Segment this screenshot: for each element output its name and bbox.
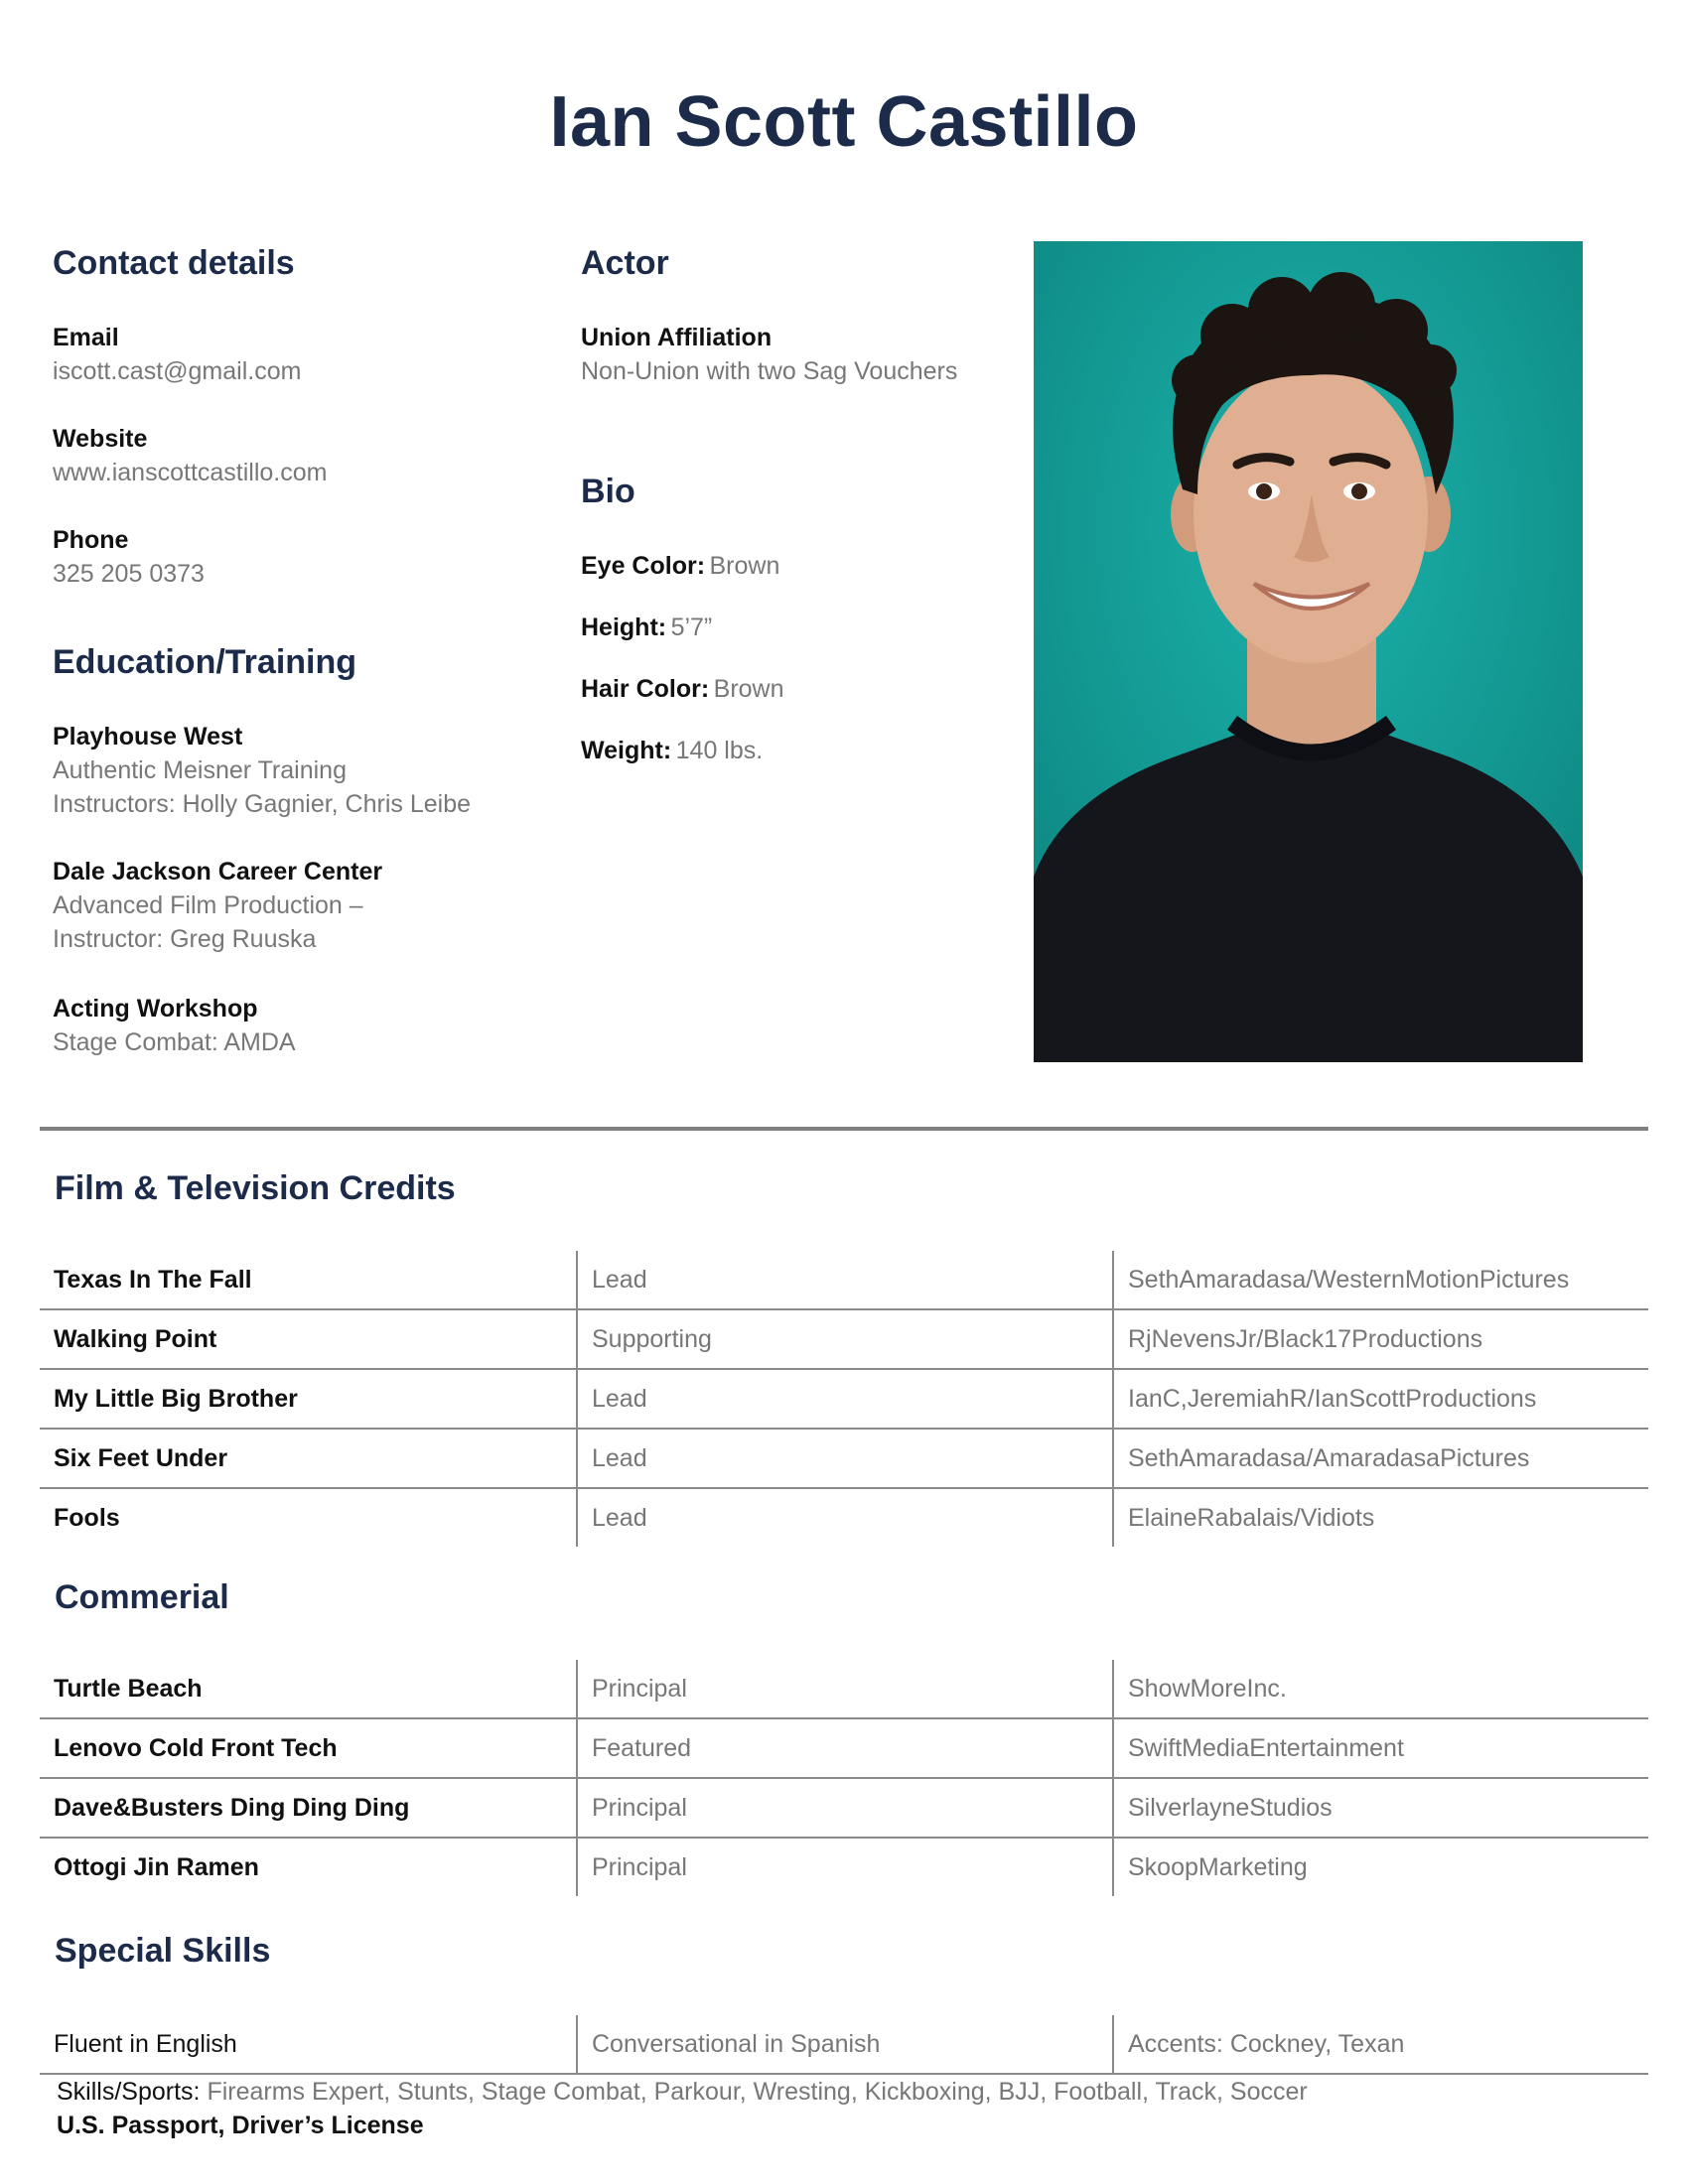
bio-heading: Bio [581, 473, 635, 510]
commercial-credits-table [40, 1660, 1648, 1896]
credit-role: Featured [576, 1719, 1112, 1777]
credit-title: Dave&Busters Ding Ding Ding [54, 1793, 410, 1822]
email-value[interactable]: iscott.cast@gmail.com [53, 357, 302, 385]
contact-heading: Contact details [53, 244, 295, 282]
education-item-line: Advanced Film Production – [53, 891, 363, 919]
table-row [40, 1660, 1648, 1719]
section-divider [40, 1127, 1648, 1131]
weight-value: 140 lbs. [675, 737, 764, 764]
table-row [40, 1430, 1648, 1489]
website-label: Website [53, 425, 148, 453]
credit-company: SethAmaradasa/AmaradasaPictures [1112, 1430, 1648, 1487]
credit-company: SkoopMarketing [1112, 1839, 1648, 1896]
left-column [53, 241, 549, 1059]
credit-company: SwiftMediaEntertainment [1112, 1719, 1648, 1777]
actor-heading: Actor [581, 244, 669, 282]
eye-color-value: Brown [709, 552, 780, 580]
commercial-heading: Commerial [55, 1578, 229, 1616]
credit-title: Turtle Beach [54, 1674, 203, 1703]
credit-role: Lead [576, 1489, 1112, 1547]
credit-title: Walking Point [54, 1324, 217, 1353]
weight-label: Weight: [581, 737, 672, 764]
eye-color-label: Eye Color: [581, 552, 706, 580]
credit-title: Ottogi Jin Ramen [54, 1852, 259, 1881]
table-row [40, 1719, 1648, 1779]
email-label: Email [53, 324, 119, 351]
credit-role: Principal [576, 1779, 1112, 1837]
film-credits-table [40, 1251, 1648, 1547]
education-item-line: Instructor: Greg Ruuska [53, 925, 317, 953]
table-row [40, 1310, 1648, 1370]
credit-company: SethAmaradasa/WesternMotionPictures [1112, 1251, 1648, 1308]
credit-role: Principal [576, 1839, 1112, 1896]
bio-hair-color [581, 672, 1018, 710]
skill-language: Fluent in English [54, 2029, 237, 2058]
credit-title: Texas In The Fall [54, 1265, 252, 1294]
education-item-title: Dale Jackson Career Center [53, 858, 383, 886]
credit-role: Lead [576, 1370, 1112, 1428]
credit-company: RjNevensJr/Black17Productions [1112, 1310, 1648, 1368]
film-heading: Film & Television Credits [55, 1169, 456, 1207]
phone-value: 325 205 0373 [53, 560, 205, 588]
credit-role: Lead [576, 1430, 1112, 1487]
skills-sports-label: Skills/Sports: [57, 2078, 201, 2106]
union-label: Union Affiliation [581, 324, 773, 351]
credit-title: Fools [54, 1503, 120, 1532]
credit-role: Lead [576, 1251, 1112, 1308]
headshot-illustration [1034, 241, 1583, 1062]
credit-company: ShowMoreInc. [1112, 1660, 1648, 1717]
height-label: Height: [581, 614, 667, 641]
credit-role: Supporting [576, 1310, 1112, 1368]
documents-line: U.S. Passport, Driver’s License [57, 2112, 424, 2139]
education-item-line: Stage Combat: AMDA [53, 1028, 296, 1056]
table-row [40, 1251, 1648, 1310]
credit-title: My Little Big Brother [54, 1384, 298, 1413]
skills-sports-line [57, 2075, 1308, 2109]
table-row [40, 1779, 1648, 1839]
education-item-line: Authentic Meisner Training [53, 756, 347, 784]
education-heading: Education/Training [53, 643, 357, 681]
skill-accents: Accents: Cockney, Texan [1112, 2015, 1648, 2073]
phone-label: Phone [53, 526, 129, 554]
table-row [40, 2015, 1648, 2075]
credit-role: Principal [576, 1660, 1112, 1717]
hair-color-label: Hair Color: [581, 675, 710, 703]
table-row [40, 1839, 1648, 1896]
website-value[interactable]: www.ianscottcastillo.com [53, 459, 328, 486]
credit-company: ElaineRabalais/Vidiots [1112, 1489, 1648, 1547]
credit-title: Six Feet Under [54, 1443, 228, 1472]
skills-table [40, 2015, 1648, 2075]
table-row [40, 1370, 1648, 1430]
skill-language: Conversational in Spanish [576, 2015, 1112, 2073]
education-item-title: Acting Workshop [53, 995, 258, 1023]
credit-company: SilverlayneStudios [1112, 1779, 1648, 1837]
table-row [40, 1489, 1648, 1547]
bio-height [581, 611, 1018, 648]
union-value: Non-Union with two Sag Vouchers [581, 357, 958, 385]
headshot-photo [1034, 241, 1583, 1062]
hair-color-value: Brown [713, 675, 784, 703]
education-item-line: Instructors: Holly Gagnier, Chris Leibe [53, 790, 472, 818]
credit-company: IanC,JeremiahR/IanScottProductions [1112, 1370, 1648, 1428]
page-title: Ian Scott Castillo [549, 82, 1139, 162]
height-value: 5’7” [670, 614, 713, 641]
credit-title: Lenovo Cold Front Tech [54, 1733, 338, 1762]
bio-eye-color [581, 549, 1018, 587]
education-item-title: Playhouse West [53, 723, 243, 751]
skills-heading: Special Skills [55, 1932, 271, 1970]
middle-column [581, 241, 1018, 771]
bio-weight [581, 734, 1018, 771]
skills-sports-value: Firearms Expert, Stunts, Stage Combat, Parkour, Wresting, Kickboxing, BJJ, Football, Track, Soccer [207, 2078, 1308, 2106]
